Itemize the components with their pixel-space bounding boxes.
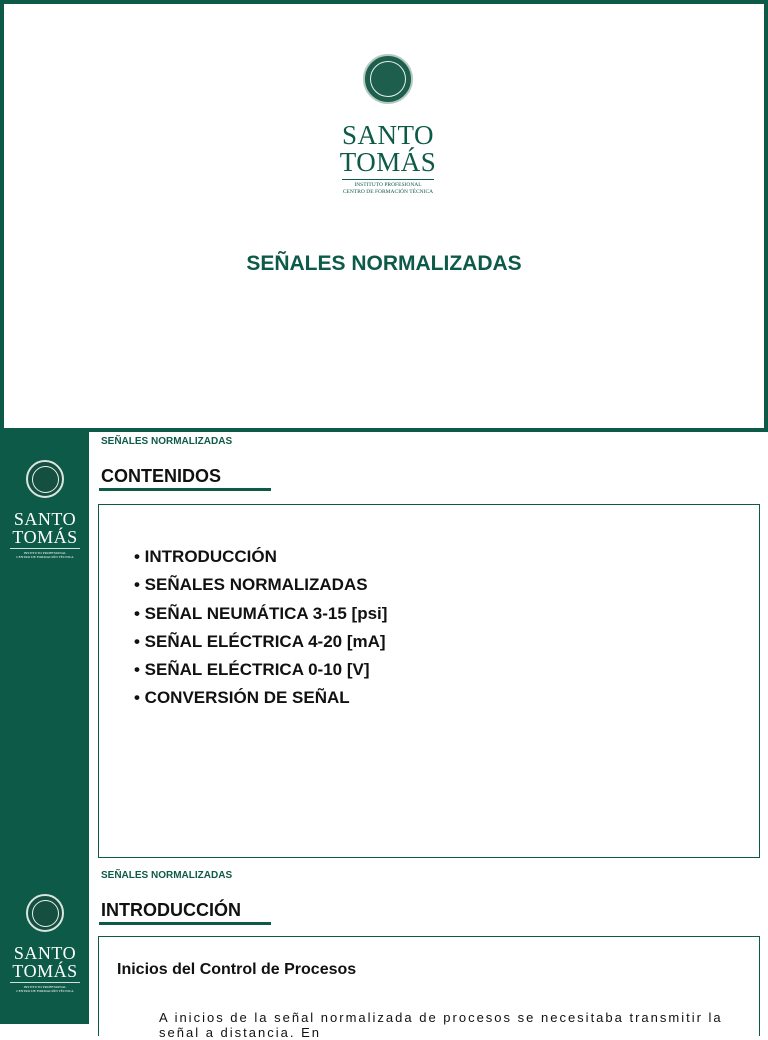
slide-header: SEÑALES NORMALIZADAS	[101, 436, 233, 447]
brand-line-2: TOMÁS	[12, 961, 78, 981]
seal-icon	[26, 894, 64, 932]
sidebar	[0, 866, 89, 1024]
section-title: CONTENIDOS	[101, 466, 222, 486]
contents-list	[134, 543, 387, 713]
seal-icon	[363, 54, 413, 104]
brand-subtitle-2: CENTRO DE FORMACIÓN TÉCNICA	[342, 188, 434, 195]
list-item: • SEÑAL NEUMÁTICA 3-15 [psi]	[134, 603, 388, 623]
list-item: • CONVERSIÓN DE SEÑAL	[134, 688, 350, 708]
brand-line-1: SANTO	[13, 943, 77, 963]
sidebar-logo	[6, 894, 84, 993]
brand-subtitle-1: INSTITUTO PROFESIONAL	[23, 551, 67, 555]
list-item: • SEÑAL ELÉCTRICA 4-20 [mA]	[134, 631, 386, 651]
list-item: • SEÑAL ELÉCTRICA 0-10 [V]	[134, 660, 370, 680]
introduction-slide	[0, 866, 768, 1040]
brand-subtitle-2: CENTRO DE FORMACIÓN TÉCNICA	[16, 989, 74, 994]
brand-divider	[342, 179, 434, 180]
brand-divider	[10, 982, 80, 983]
brand-line-2: TOMÁS	[12, 527, 78, 547]
contents-box	[98, 504, 760, 858]
intro-subtitle: Inicios del Control de Procesos	[117, 961, 357, 978]
intro-text-partial	[159, 1010, 739, 1040]
list-item: • INTRODUCCIÓN	[134, 547, 277, 566]
title-slide	[0, 0, 768, 432]
brand-subtitle-1: INSTITUTO PROFESIONAL	[354, 182, 422, 188]
section-underline	[99, 922, 271, 925]
brand-subtitle-1: INSTITUTO PROFESIONAL	[23, 985, 67, 989]
intro-box	[98, 936, 760, 1040]
santo-tomas-logo	[336, 54, 440, 200]
list-item: • SEÑALES NORMALIZADAS	[134, 575, 368, 595]
brand-subtitle-2: CENTRO DE FORMACIÓN TÉCNICA	[16, 555, 74, 560]
section-underline	[99, 488, 271, 491]
seal-icon	[26, 460, 64, 498]
slide-header: SEÑALES NORMALIZADAS	[101, 870, 233, 881]
brand-line-1: SANTO	[13, 509, 77, 529]
sidebar-logo	[6, 460, 84, 559]
presentation-title: SEÑALES NORMALIZADAS	[246, 252, 522, 275]
intro-text: A inicios de la señal normalizada de procesos se necesitaba transmitir la señal a distancia. En	[159, 1010, 723, 1040]
brand-divider	[10, 548, 80, 549]
title-slide-canvas	[4, 4, 764, 428]
brand-line-1: SANTO	[341, 120, 435, 150]
contents-slide	[0, 432, 768, 866]
brand-line-2: TOMÁS	[339, 147, 437, 177]
section-title: INTRODUCCIÓN	[101, 900, 241, 920]
sidebar	[0, 432, 89, 866]
